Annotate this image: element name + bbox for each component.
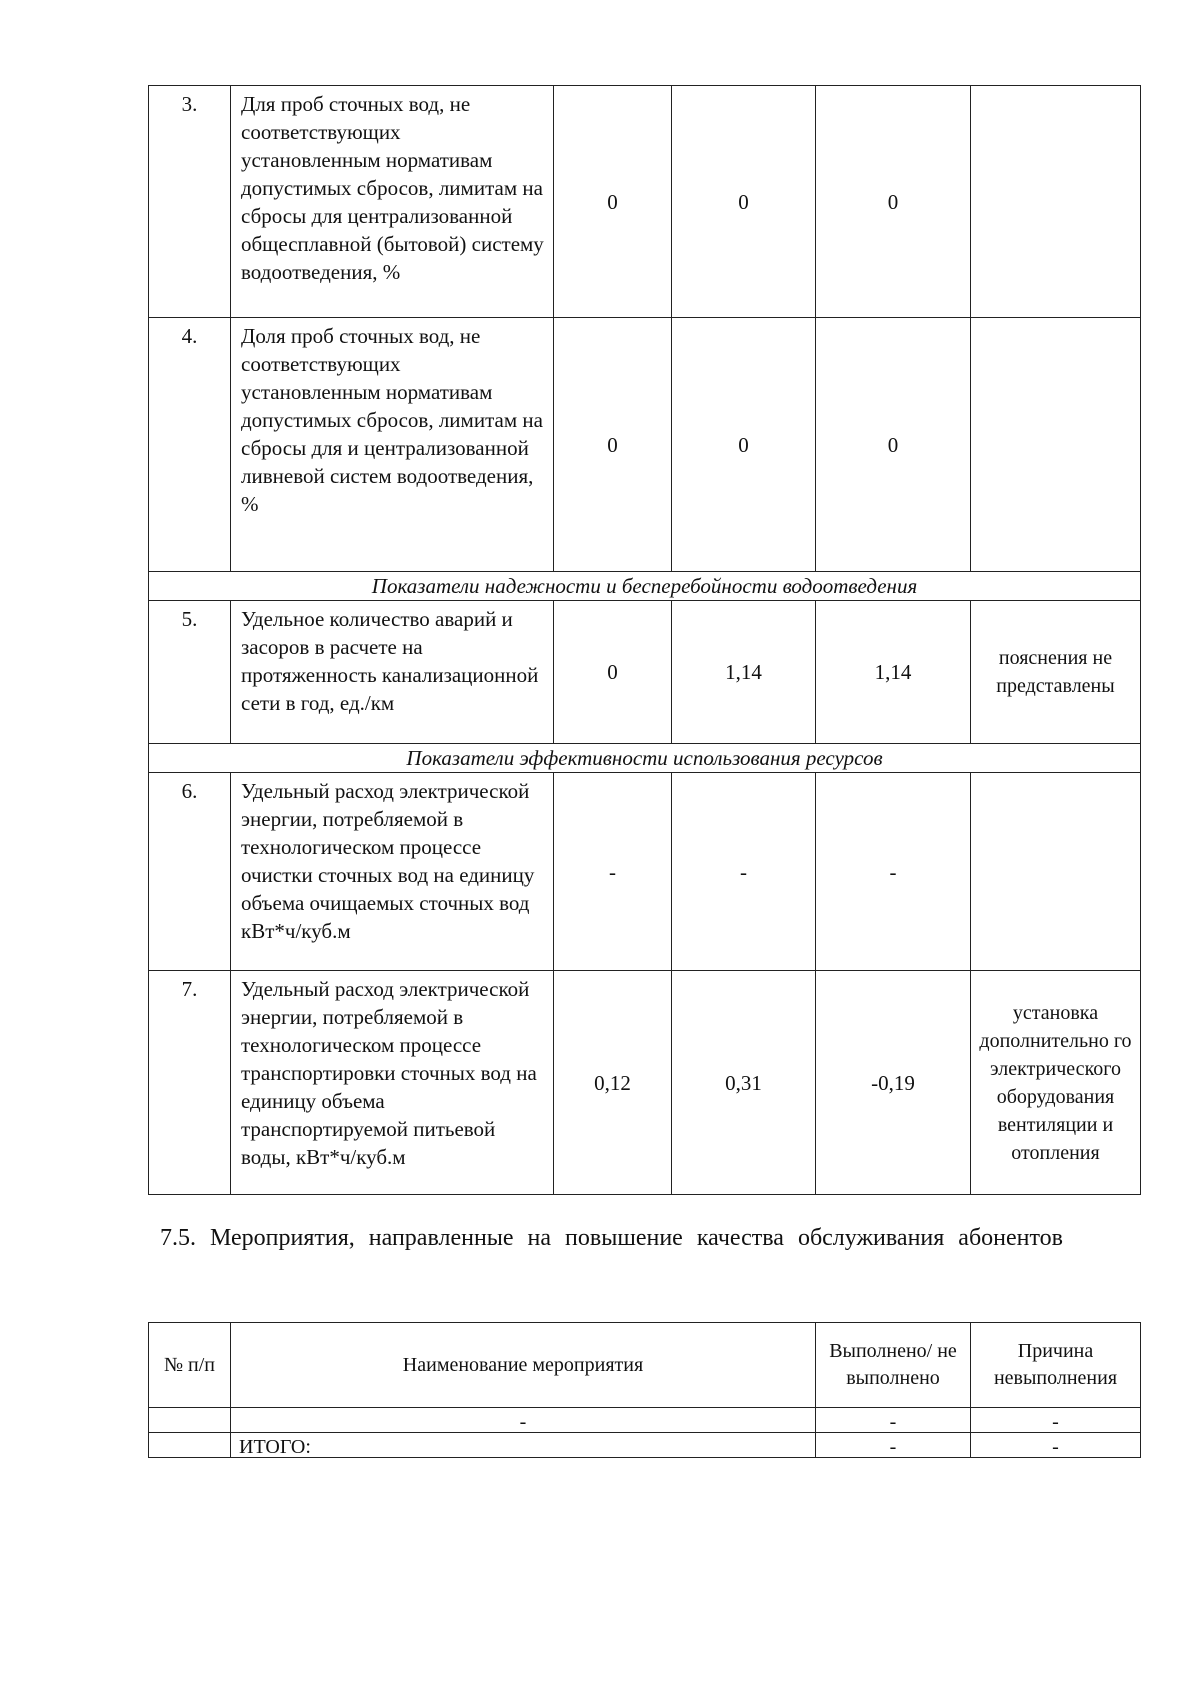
table-row xyxy=(149,773,1141,971)
value-cell: 0,31 xyxy=(672,971,816,1195)
row-number: 6. xyxy=(149,773,231,971)
section-title-reliability: Показатели надежности и бесперебойности водоотведения xyxy=(149,572,1141,601)
row-number: 7. xyxy=(149,971,231,1195)
value-cell: 1,14 xyxy=(672,601,816,744)
row-number: 5. xyxy=(149,601,231,744)
indicator-name: Удельный расход электрической энергии, потребляемой в технологическом процессе очистки сточных вод на единицу объема очищаемых сточных вод кВт*ч/куб.м xyxy=(231,773,554,971)
value-cell: 0 xyxy=(554,318,672,572)
value-cell: 1,14 xyxy=(816,601,971,744)
section-header-row xyxy=(149,572,1141,601)
table-row xyxy=(149,1408,1141,1433)
value-cell: 0 xyxy=(672,86,816,318)
indicator-name: Доля проб сточных вод, не соответствующих установленным нормативам допустимых сбросов, лимитам на сбросы для и централизованной ливневой систем водоотведения, % xyxy=(231,318,554,572)
value-cell: -0,19 xyxy=(816,971,971,1195)
header-name: Наименование мероприятия xyxy=(231,1323,816,1408)
table-row xyxy=(149,86,1141,318)
note-cell xyxy=(971,773,1141,971)
section-heading: 7.5. Мероприятия, направленные на повышение качества обслуживания абонентов xyxy=(160,1225,1063,1251)
value-cell: - xyxy=(816,773,971,971)
measure-done: - xyxy=(816,1408,971,1433)
measure-num xyxy=(149,1408,231,1433)
table-row xyxy=(149,971,1141,1195)
value-cell: 0,12 xyxy=(554,971,672,1195)
header-reason: Причина невыполнения xyxy=(971,1323,1141,1408)
total-done: - xyxy=(816,1433,971,1458)
row-number: 3. xyxy=(149,86,231,318)
table-row xyxy=(149,318,1141,572)
total-label: ИТОГО: xyxy=(231,1433,816,1458)
header-done: Выполнено/ не выполнено xyxy=(816,1323,971,1408)
total-num xyxy=(149,1433,231,1458)
measures-table xyxy=(148,1322,1141,1458)
header-num: № п/п xyxy=(149,1323,231,1408)
indicator-name: Для проб сточных вод, не соответствующих установленным нормативам допустимых сбросов, лимитам на сбросы для централизованной общесплавной (бытовой) систему водоотведения, % xyxy=(231,86,554,318)
value-cell: - xyxy=(554,773,672,971)
total-reason: - xyxy=(971,1433,1141,1458)
indicator-name: Удельный расход электрической энергии, потребляемой в технологическом процессе транспортировки сточных вод на единицу объема транспортируемой питьевой воды, кВт*ч/куб.м xyxy=(231,971,554,1195)
measures-header-row xyxy=(149,1323,1141,1408)
indicators-table xyxy=(148,85,1141,1195)
section-header-row xyxy=(149,744,1141,773)
measure-name: - xyxy=(231,1408,816,1433)
value-cell: 0 xyxy=(554,86,672,318)
value-cell: 0 xyxy=(816,86,971,318)
table-row xyxy=(149,601,1141,744)
value-cell: 0 xyxy=(816,318,971,572)
indicator-name: Удельное количество аварий и засоров в расчете на протяженность канализационной сети в год, ед./км xyxy=(231,601,554,744)
note-cell: установка дополнительно го электрического оборудования вентиляции и отопления xyxy=(971,971,1141,1195)
section-title-efficiency: Показатели эффективности использования ресурсов xyxy=(149,744,1141,773)
note-cell: пояснения не представлены xyxy=(971,601,1141,744)
value-cell: 0 xyxy=(554,601,672,744)
value-cell: - xyxy=(672,773,816,971)
note-cell xyxy=(971,86,1141,318)
total-row xyxy=(149,1433,1141,1458)
note-cell xyxy=(971,318,1141,572)
value-cell: 0 xyxy=(672,318,816,572)
row-number: 4. xyxy=(149,318,231,572)
measure-reason: - xyxy=(971,1408,1141,1433)
